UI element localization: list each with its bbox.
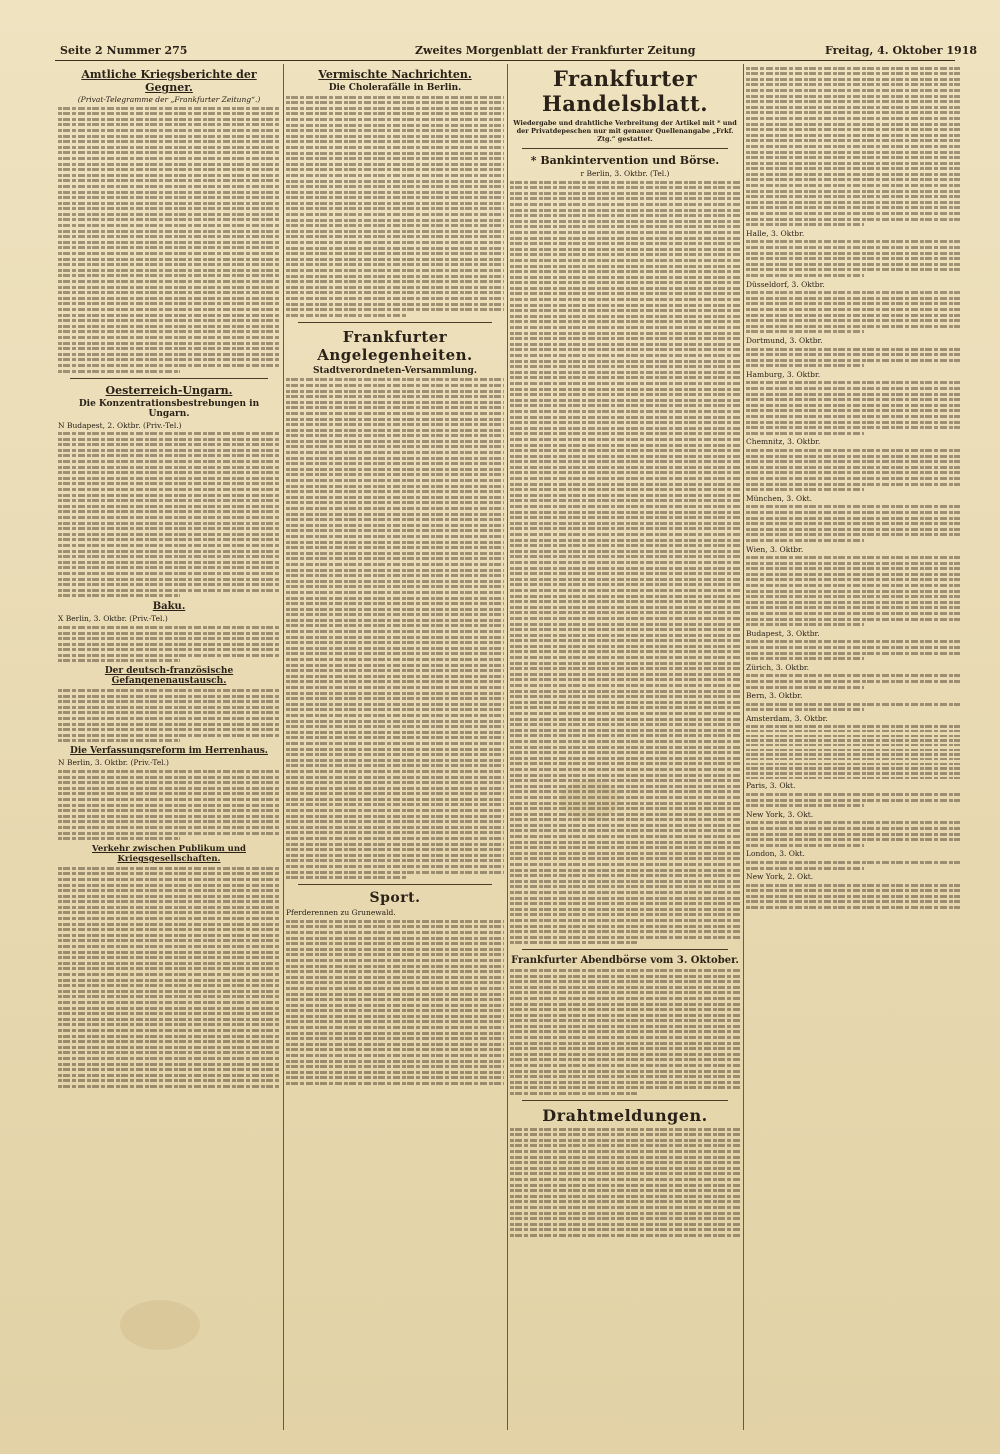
article-body: [746, 640, 960, 660]
dateline: Wien, 3. Oktbr.: [746, 544, 804, 554]
page-number: Seite 2 Nummer 275: [60, 44, 188, 57]
article-body: [58, 867, 280, 1088]
dateline: Halle, 3. Oktbr.: [746, 228, 805, 238]
dateline: London, 3. Okt.: [746, 849, 805, 859]
article-body: [746, 861, 960, 870]
section-subtitle: Stadtverordneten-Versammlung.: [313, 365, 477, 376]
article-body: [58, 626, 280, 663]
dateline: Düsseldorf, 3. Oktbr.: [746, 279, 825, 289]
dateline: N Berlin, 3. Oktbr. (Priv.-Tel.): [58, 758, 169, 768]
section-title: Drahtmeldungen.: [542, 1106, 708, 1125]
dateline: Hamburg, 3. Oktbr.: [746, 369, 821, 379]
dateline: New York, 2. Okt.: [746, 872, 814, 882]
dateline: N Budapest, 2. Oktbr. (Priv.-Tel.): [58, 420, 182, 430]
exchange-table: [746, 725, 960, 779]
article-body: [58, 432, 280, 597]
section-divider: [522, 949, 728, 950]
article-body: [510, 969, 740, 1095]
article-body: [286, 96, 504, 317]
section-title-text: Bankintervention und Börse.: [540, 154, 720, 167]
page-header: [0, 0, 1000, 58]
section-subtitle: Pferderennen zu Grunewald.: [286, 908, 396, 918]
dateline: Budapest, 3. Oktbr.: [746, 628, 820, 638]
section-title: Baku.: [152, 601, 186, 613]
section-divider: [298, 322, 492, 323]
dateline: X Berlin, 3. Oktbr. (Priv.-Tel.): [58, 614, 168, 624]
column-divider: [283, 64, 284, 1430]
section-divider: [522, 1100, 728, 1101]
article-body: [286, 378, 504, 879]
article-body: [510, 181, 740, 945]
article-body: [746, 793, 960, 807]
dateline: Paris, 3. Okt.: [746, 781, 796, 791]
dateline: München, 3. Okt.: [746, 493, 813, 503]
paper-stain: [120, 1300, 200, 1350]
paper-title: Zweites Morgenblatt der Frankfurter Zeitung: [415, 44, 696, 57]
column-4: [746, 64, 960, 1434]
section-subtitle: Die Konzentrationsbestrebungen in Ungarn.: [78, 398, 260, 419]
article-body: [746, 556, 960, 626]
section-title: Verkehr zwischen Publikum und Kriegsgesellschaften.: [92, 844, 246, 865]
article-body: [746, 821, 960, 846]
column-1: [58, 64, 280, 1434]
header-rule: [55, 60, 955, 61]
dateline: Chemnitz, 3. Oktbr.: [746, 437, 821, 447]
dateline: Bern, 3. Oktbr.: [746, 691, 803, 701]
masthead-note: Wiedergabe und drahtliche Verbreitung der Artikel mit * und der Privatdepeschen nur mit genauer Quellenangabe „Frkf. Ztg.“ gestattet.: [513, 119, 737, 143]
dateline: New York, 3. Okt.: [746, 809, 814, 819]
issue-date: Freitag, 4. Oktober 1918: [825, 44, 978, 57]
section-divider: [522, 148, 728, 149]
article-body: [746, 703, 960, 712]
article-body: [746, 67, 960, 227]
dateline: Zürich, 3. Oktbr.: [746, 662, 810, 672]
section-title: Der deutsch-französische Gefangenenaustausch.: [104, 666, 234, 687]
article-body: [746, 884, 960, 909]
article-body: [746, 449, 960, 491]
article-body: [746, 291, 960, 333]
section-title: * Bankintervention und Börse.: [530, 154, 720, 167]
paper-stain: [560, 780, 620, 820]
section-title: Vermischte Nachrichten.: [318, 68, 472, 81]
article-body: [746, 505, 960, 542]
article-body: [746, 674, 960, 688]
section-title: Amtliche Kriegsberichte der Gegner.: [81, 68, 257, 94]
column-divider: [507, 64, 508, 1430]
article-body: [58, 689, 280, 742]
section-title: Sport.: [369, 890, 421, 907]
article-body: [286, 920, 504, 1085]
masthead-title: Frankfurter Handelsblatt.: [541, 66, 709, 116]
dateline: Amsterdam, 3. Oktbr.: [746, 713, 828, 723]
column-3: [510, 64, 740, 1434]
column-divider: [743, 64, 744, 1430]
section-title: Die Verfassungsreform im Herrenhaus.: [70, 746, 268, 757]
section-divider: [298, 884, 492, 885]
section-subtitle: Die Cholerafälle in Berlin.: [328, 83, 462, 93]
column-2: [286, 64, 504, 1434]
article-body: [746, 240, 960, 277]
article-body: [746, 348, 960, 368]
dateline: Dortmund, 3. Oktbr.: [746, 335, 823, 345]
section-subtitle: (Privat-Telegramme der „Frankfurter Zeitung“.): [77, 95, 261, 104]
section-title: Oesterreich-Ungarn.: [105, 383, 233, 397]
section-divider: [70, 378, 268, 379]
section-title: Frankfurter Abendbörse vom 3. Oktober.: [511, 955, 739, 967]
section-title: Frankfurter Angelegenheiten.: [317, 327, 473, 364]
dateline: r Berlin, 3. Oktbr. (Tel.): [580, 169, 670, 178]
article-body: [510, 1128, 740, 1237]
article-body: [58, 107, 280, 373]
article-body: [58, 770, 280, 840]
article-body: [746, 381, 960, 434]
